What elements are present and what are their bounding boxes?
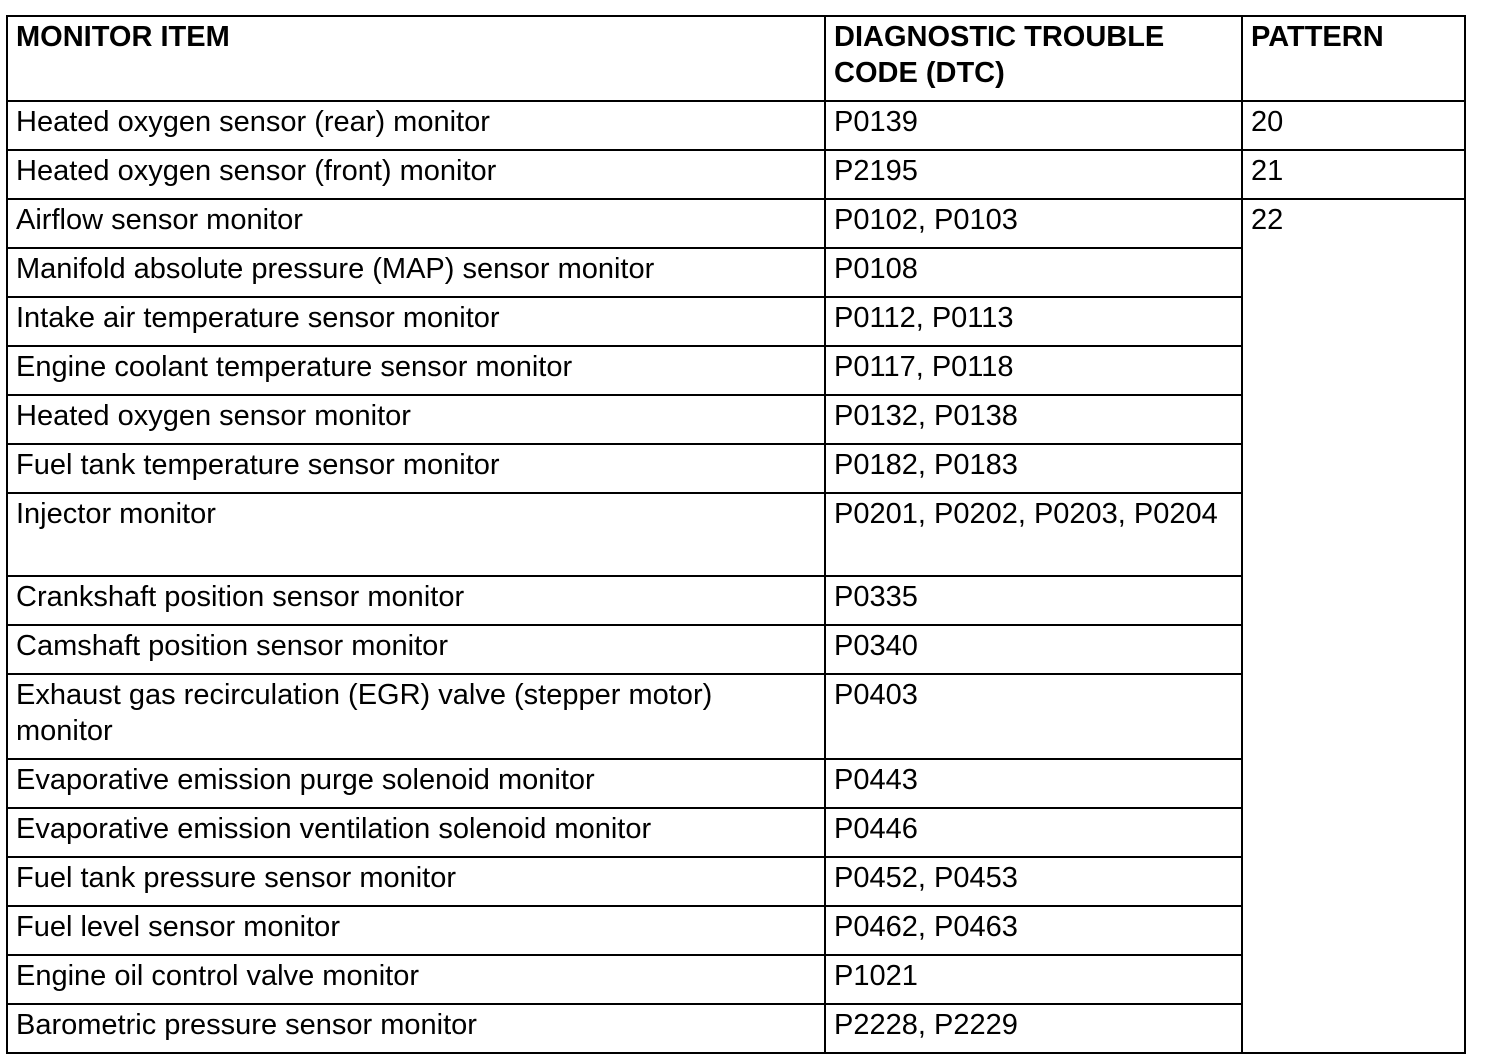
pattern-cell: 20 [1242,101,1465,150]
monitor-item-cell: Intake air temperature sensor monitor [7,297,825,346]
pattern-cell: 21 [1242,150,1465,199]
dtc-cell: P0139 [825,101,1242,150]
monitor-item-cell: Exhaust gas recirculation (EGR) valve (stepper motor) monitor [7,674,825,759]
dtc-cell: P0132, P0138 [825,395,1242,444]
dtc-cell: P0452, P0453 [825,857,1242,906]
table-row [7,101,1465,150]
dtc-cell: P0340 [825,625,1242,674]
dtc-cell: P1021 [825,955,1242,1004]
dtc-cell: P0462, P0463 [825,906,1242,955]
dtc-cell: P2195 [825,150,1242,199]
monitor-item-cell: Engine oil control valve monitor [7,955,825,1004]
dtc-table [6,15,1466,1054]
monitor-item-cell: Fuel tank pressure sensor monitor [7,857,825,906]
dtc-cell: P0102, P0103 [825,199,1242,248]
dtc-cell: P0201, P0202, P0203, P0204 [825,493,1242,576]
monitor-item-cell: Engine coolant temperature sensor monitor [7,346,825,395]
dtc-cell: P0446 [825,808,1242,857]
dtc-cell: P0117, P0118 [825,346,1242,395]
monitor-item-cell: Manifold absolute pressure (MAP) sensor monitor [7,248,825,297]
table-row [7,150,1465,199]
dtc-cell: P0443 [825,759,1242,808]
monitor-item-cell: Heated oxygen sensor monitor [7,395,825,444]
table-row [7,199,1465,248]
dtc-cell: P0335 [825,576,1242,625]
monitor-item-cell: Airflow sensor monitor [7,199,825,248]
dtc-cell: P0108 [825,248,1242,297]
monitor-item-cell: Fuel level sensor monitor [7,906,825,955]
dtc-cell: P0112, P0113 [825,297,1242,346]
monitor-item-cell: Heated oxygen sensor (front) monitor [7,150,825,199]
header-dtc: DIAGNOSTIC TROUBLE CODE (DTC) [825,16,1242,101]
monitor-item-cell: Heated oxygen sensor (rear) monitor [7,101,825,150]
monitor-item-cell: Fuel tank temperature sensor monitor [7,444,825,493]
monitor-item-cell: Injector monitor [7,493,825,576]
pattern-cell: 22 [1242,199,1465,1053]
monitor-item-cell: Barometric pressure sensor monitor [7,1004,825,1053]
monitor-item-cell: Camshaft position sensor monitor [7,625,825,674]
monitor-item-cell: Evaporative emission purge solenoid monitor [7,759,825,808]
monitor-item-cell: Evaporative emission ventilation solenoid monitor [7,808,825,857]
table-header-row [7,16,1465,101]
dtc-cell: P0403 [825,674,1242,759]
dtc-cell: P2228, P2229 [825,1004,1242,1053]
monitor-item-cell: Crankshaft position sensor monitor [7,576,825,625]
header-monitor-item: MONITOR ITEM [7,16,825,101]
header-pattern: PATTERN [1242,16,1465,101]
dtc-cell: P0182, P0183 [825,444,1242,493]
